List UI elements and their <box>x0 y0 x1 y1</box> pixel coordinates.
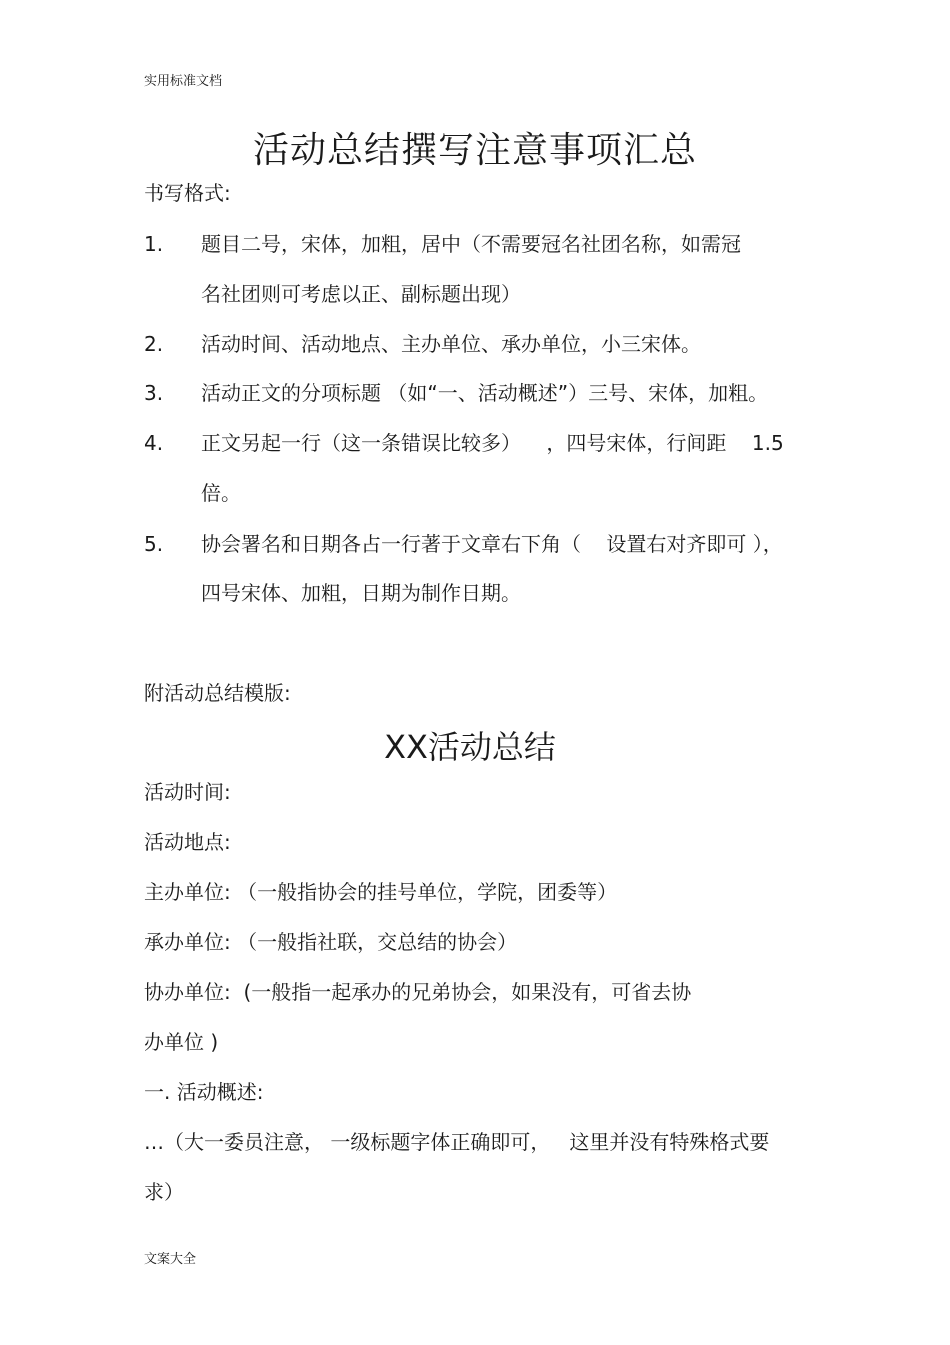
template-line: 办单位 ) <box>144 1030 219 1054</box>
appendix-label: 附活动总结模版: <box>144 681 291 705</box>
template-line: 活动时间: <box>144 780 231 804</box>
list-item-text: 名社团则可考虑以正、副标题出现） <box>201 282 521 306</box>
list-item-text: 正文另起一行（这一条错误比较多） ，四号宋体，行间距 1.5 <box>201 431 784 455</box>
template-line: 求） <box>144 1180 184 1204</box>
list-item-number: 1. <box>144 232 164 256</box>
document-title: 活动总结撰写注意事项汇总 <box>252 130 697 171</box>
list-item-text: 倍。 <box>201 481 241 505</box>
template-line: …（大一委员注意， 一级标题字体正确即可， 这里并没有特殊格式要 <box>144 1130 770 1154</box>
template-line: 承办单位: （一般指社联，交总结的协会） <box>144 930 518 954</box>
list-item-text: 协会署名和日期各占一行著于文章右下角（ 设置右对齐即可 ）， <box>201 532 783 556</box>
page-header: 实用标准文档 <box>144 74 223 89</box>
template-line: 活动地点: <box>144 830 231 854</box>
template-line: 主办单位: （一般指协会的挂号单位，学院，团委等） <box>144 880 618 904</box>
template-line: 一. 活动概述: <box>144 1080 264 1104</box>
list-item-number: 4. <box>144 431 164 455</box>
list-item-number: 5. <box>144 532 164 556</box>
list-item-number: 2. <box>144 332 164 356</box>
template-line: 协办单位: (一般指一起承办的兄弟协会，如果没有，可省去协 <box>144 980 692 1004</box>
list-item-text: 活动时间、活动地点、主办单位、承办单位，小三宋体。 <box>201 332 701 356</box>
list-item-number: 3. <box>144 381 164 405</box>
list-item-text: 四号宋体、加粗，日期为制作日期。 <box>201 581 521 605</box>
template-title: XX活动总结 <box>384 728 556 766</box>
list-item-text: 题目二号，宋体，加粗，居中（不需要冠名社团名称，如需冠 <box>201 232 741 256</box>
list-item-text: 活动正文的分项标题 （如“一、活动概述”）三号、宋体，加粗。 <box>201 381 769 405</box>
format-label: 书写格式: <box>144 181 231 205</box>
page-footer: 文案大全 <box>144 1252 197 1267</box>
